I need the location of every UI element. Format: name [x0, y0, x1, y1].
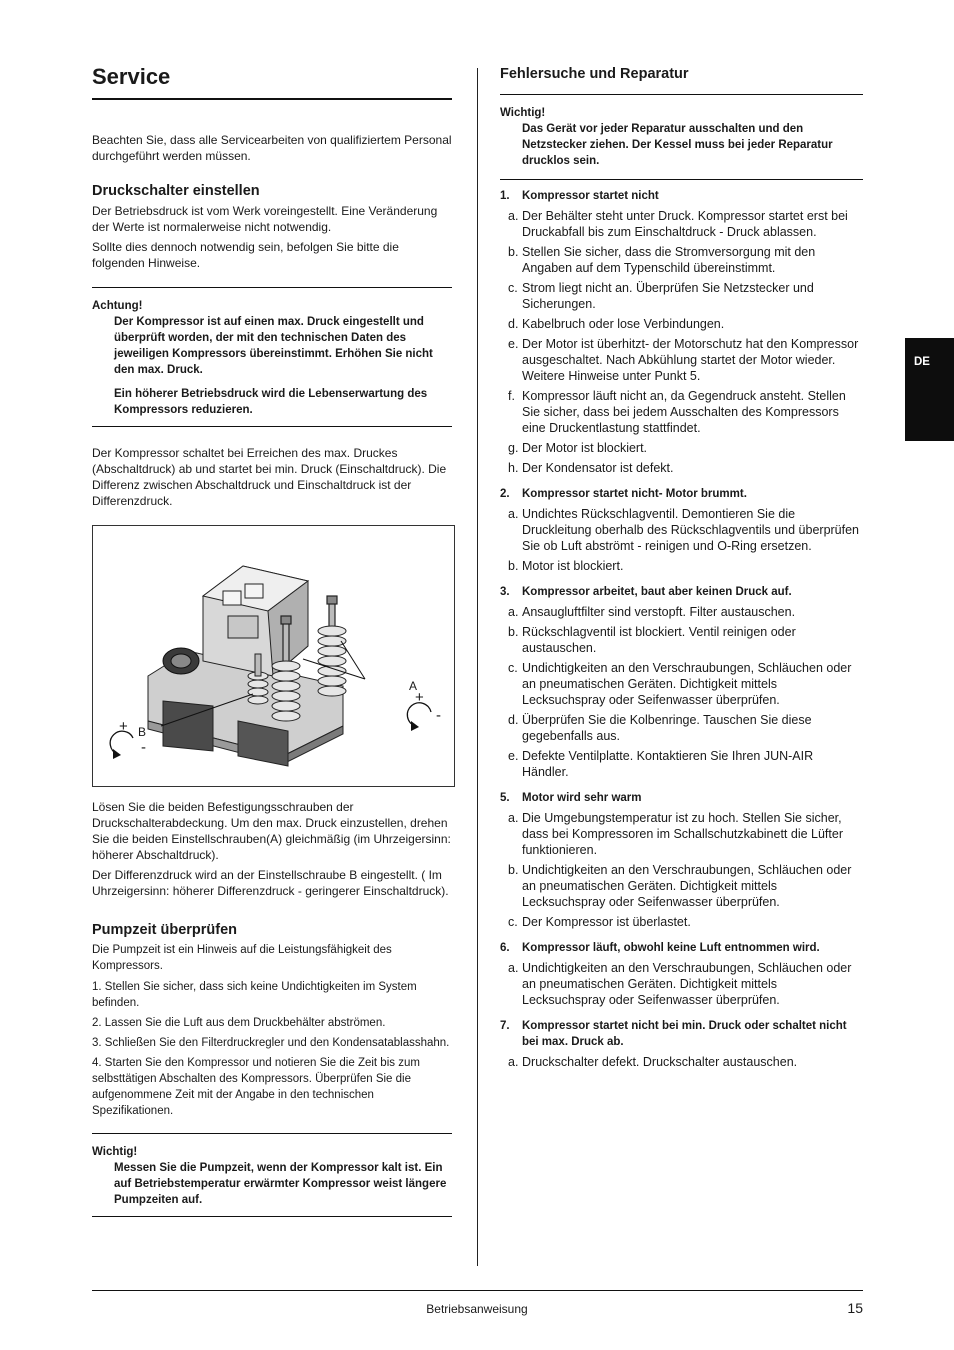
fault-cause-text: Der Motor ist überhitzt- der Motorschutz hat den Kompressor ausgeschaltet. Nach Abkühlung startet der Motor wieder. Weitere Hinweise unter Punkt 5. — [522, 337, 859, 383]
fault-title — [500, 584, 863, 600]
achtung-label: Achtung! — [92, 300, 143, 312]
figure-plus-a: + — [415, 689, 424, 706]
fault-cause-text: Überprüfen Sie die Kolbenringe. Tauschen Sie diese gegebenfalls aus. — [522, 713, 812, 743]
fault-cause-item — [500, 558, 863, 574]
fault-cause-letter: a. — [508, 507, 519, 521]
fault-group — [500, 584, 863, 780]
pump-step-2: 2. Lassen Sie die Luft aus dem Druckbehälter abströmen. — [92, 1017, 386, 1029]
fault-title-text: Kompressor arbeitet, baut aber keinen Druck auf. — [522, 586, 792, 598]
fault-cause-item — [500, 604, 863, 620]
fault-cause-item — [500, 208, 863, 240]
fault-cause-text: Rückschlagventil ist blockiert. Ventil reinigen oder austauschen. — [522, 625, 796, 655]
figure-label-b: B — [138, 725, 147, 739]
wichtig-label-left: Wichtig! — [92, 1146, 138, 1158]
fault-cause-text: Motor ist blockiert. — [522, 559, 624, 573]
wichtig-text-left: Messen Sie die Pumpzeit, wenn der Kompressor kalt ist. Ein auf Betriebstemperatur erwärmter Kompressor weist längere Pumpzeiten auf. — [114, 1162, 447, 1206]
fault-cause-item — [500, 748, 863, 780]
figure-minus-a: - — [436, 707, 441, 724]
fault-cause-text: Der Behälter steht unter Druck. Kompressor startet erst bei Druckabfall bis zum Einschaltdruck - Druck ablassen. — [522, 209, 848, 239]
right-column — [500, 62, 863, 1080]
fault-cause-letter: e. — [508, 749, 519, 763]
pressure-switch-figure — [92, 525, 455, 787]
fault-title-text: Kompressor startet nicht- Motor brummt. — [522, 488, 747, 500]
achtung-content — [92, 314, 452, 418]
differenzdruck-paragraph: Der Kompressor schaltet bei Erreichen des max. Druckes (Abschaltdruck) ab und startet bei min. Druck (Einschaltdruck). Die Differenz zwischen Abschaltdruck und Einschaltdruck ist der Differenzdruck. — [92, 446, 447, 508]
fault-cause-text: Undichtigkeiten an den Verschraubungen, Schläuchen oder an pneumatischen Geräten. Dichtigkeit mittels Lecksuchspray oder Seifenwasser überprüfen. — [522, 661, 852, 707]
column-divider — [477, 68, 478, 1266]
wichtig-label-right: Wichtig! — [500, 107, 546, 119]
fault-cause-item — [500, 960, 863, 1008]
wichtig-box-left — [92, 1133, 452, 1217]
fault-cause-letter: b. — [508, 625, 519, 639]
fault-group — [500, 188, 863, 476]
page-number: 15 — [847, 1300, 863, 1316]
fault-cause-text: Der Kompressor ist überlastet. — [522, 915, 691, 929]
section-heading-pumpzeit: Pumpzeit überprüfen — [92, 922, 238, 938]
language-tab-label: DE — [914, 356, 930, 368]
fault-cause-item — [500, 712, 863, 744]
fault-list — [500, 188, 863, 1070]
fault-cause-item — [500, 280, 863, 312]
pump-step-1: 1. Stellen Sie sicher, dass sich keine Undichtigkeiten im System befinden. — [92, 981, 417, 1009]
wichtig-box-right — [500, 95, 863, 180]
fault-cause-text: Der Motor ist blockiert. — [522, 441, 648, 455]
fault-title — [500, 188, 863, 204]
fault-cause-item — [500, 506, 863, 554]
fault-cause-letter: a. — [508, 605, 519, 619]
fault-title-text: Kompressor startet nicht bei min. Druck oder schaltet nicht bei max. Druck ab. — [522, 1020, 847, 1048]
fault-cause-text: Der Kondensator ist defekt. — [522, 461, 674, 475]
footer-divider — [92, 1290, 863, 1291]
fault-cause-letter: a. — [508, 209, 519, 223]
fault-cause-letter: a. — [508, 811, 519, 825]
fault-cause-item — [500, 862, 863, 910]
figure-plus-b: + — [119, 718, 128, 735]
fault-cause-text: Undichtigkeiten an den Verschraubungen, Schläuchen oder an pneumatischen Geräten. Dichtigkeit mittels Lecksuchspray oder Seifenwasser überprüfen. — [522, 961, 852, 1007]
fault-group — [500, 486, 863, 574]
fault-group — [500, 1018, 863, 1070]
achtung-text-2: Ein höherer Betriebsdruck wird die Lebenserwartung des Kompressors reduzieren. — [114, 388, 428, 416]
fault-group — [500, 790, 863, 930]
fault-number: 7. — [500, 1020, 510, 1032]
fault-cause-item — [500, 244, 863, 276]
fault-number: 5. — [500, 792, 510, 804]
footer-title: Betriebsanweisung — [426, 1302, 528, 1316]
fault-cause-item — [500, 336, 863, 384]
fault-cause-text: Undichtes Rückschlagventil. Demontieren Sie die Druckleitung oberhalb des Rückschlagventils und überprüfen Sie ob Luft abströmt - reinigen und O-Ring ersetzen. — [522, 507, 860, 553]
fault-title-text: Motor wird sehr warm — [522, 792, 642, 804]
fault-cause-item — [500, 914, 863, 930]
fault-cause-letter: b. — [508, 245, 519, 259]
fault-cause-text: Die Umgebungstemperatur ist zu hoch. Stellen Sie sicher, dass bei Kompressoren im Schallschutzkabinett die Lüfter funktionieren. — [522, 811, 843, 857]
fault-cause-letter: h. — [508, 461, 519, 475]
fault-number: 2. — [500, 488, 510, 500]
druck-paragraph-2: Sollte dies dennoch notwendig sein, befolgen Sie bitte die folgenden Hinweise. — [92, 240, 399, 270]
fault-title — [500, 1018, 863, 1050]
fault-cause-letter: a. — [508, 961, 519, 975]
fault-cause-text: Stellen Sie sicher, dass die Stromversorgung mit den Angaben auf dem Typenschild übereinstimmt. — [522, 245, 816, 275]
achtung-box — [92, 287, 452, 427]
fault-title-text: Kompressor läuft, obwohl keine Luft entnommen wird. — [522, 942, 820, 954]
fault-cause-text: Strom liegt nicht an. Überprüfen Sie Netzstecker und Sicherungen. — [522, 281, 814, 311]
fault-cause-letter: c. — [508, 915, 518, 929]
pump-step-3: 3. Schließen Sie den Filterdruckregler und den Kondensatablasshahn. — [92, 1037, 450, 1049]
fault-cause-letter: f. — [508, 389, 515, 403]
page-title: Service — [92, 62, 452, 100]
figure-label-a: A — [409, 679, 418, 693]
fault-cause-text: Kompressor läuft nicht an, da Gegendruck ansteht. Stellen Sie sicher, dass bei jedem Ausschalten des Kompressors eine Druckentlastung stattfindet. — [522, 389, 846, 435]
pump-step-4: 4. Starten Sie den Kompressor und notieren Sie die Zeit bis zum selbsttätigen Abschalten des Kompressors. Überprüfen Sie die aufgenommene Zeit mit der Angabe in den technischen Spezifikationen. — [92, 1057, 420, 1117]
pressure-switch-illustration — [93, 526, 454, 786]
fault-cause-item — [500, 660, 863, 708]
fault-title — [500, 486, 863, 502]
fault-cause-text: Defekte Ventilplatte. Kontaktieren Sie Ihren JUN-AIR Händler. — [522, 749, 814, 779]
fault-cause-letter: d. — [508, 317, 519, 331]
fault-cause-letter: e. — [508, 337, 519, 351]
fault-cause-letter: a. — [508, 1055, 519, 1069]
wichtig-text-right: Das Gerät vor jeder Reparatur ausschalten und den Netzstecker ziehen. Der Kessel muss bei jeder Reparatur drucklos sein. — [522, 123, 833, 167]
fault-cause-text: Kabelbruch oder lose Verbindungen. — [522, 317, 725, 331]
fault-number: 3. — [500, 586, 510, 598]
section-heading-druckschalter: Druckschalter einstellen — [92, 183, 260, 199]
wichtig-content-left — [92, 1160, 452, 1208]
section-heading-fehlersuche: Fehlersuche und Reparatur — [500, 62, 863, 95]
fault-cause-text: Undichtigkeiten an den Verschraubungen, Schläuchen oder an pneumatischen Geräten. Dichtigkeit mittels Lecksuchspray oder Seifenwasser überprüfen. — [522, 863, 852, 909]
fault-group — [500, 940, 863, 1008]
figure-minus-b: - — [141, 739, 146, 756]
fault-cause-item — [500, 1054, 863, 1070]
fault-title — [500, 940, 863, 956]
fault-cause-letter: c. — [508, 281, 518, 295]
fault-title-text: Kompressor startet nicht — [522, 190, 659, 202]
fault-number: 1. — [500, 190, 510, 202]
fault-cause-letter: d. — [508, 713, 519, 727]
adjust-paragraph-1: Lösen Sie die beiden Befestigungsschrauben der Druckschalterabdeckung. Um den max. Druck einzustellen, drehen Sie die beiden Einstellschrauben(A) gleichmäßig (im Uhrzeigersinn: höherer Abschaltdruck). — [92, 800, 451, 862]
left-column — [92, 62, 452, 1217]
fault-cause-item — [500, 810, 863, 858]
fault-cause-item — [500, 440, 863, 456]
fault-cause-item — [500, 624, 863, 656]
achtung-text-1: Der Kompressor ist auf einen max. Druck eingestellt und überprüft worden, der mit den technischen Daten des jeweiligen Kompressors übereinstimmt. Erhöhen Sie nicht den max. Druck. — [114, 316, 433, 376]
fault-number: 6. — [500, 942, 510, 954]
pump-intro: Die Pumpzeit ist ein Hinweis auf die Leistungsfähigkeit des Kompressors. — [92, 944, 392, 972]
adjust-paragraph-2: Der Differenzdruck wird an der Einstellschraube B eingestellt. ( Im Uhrzeigersinn: höherer Differenzdruck - geringerer Einschaltdruck). — [92, 868, 449, 898]
fault-cause-letter: g. — [508, 441, 519, 455]
fault-cause-letter: b. — [508, 559, 519, 573]
language-tab — [905, 338, 954, 441]
intro-text: Beachten Sie, dass alle Servicearbeiten von qualifiziertem Personal durchgeführt werden müssen. — [92, 133, 452, 163]
fault-title — [500, 790, 863, 806]
fault-cause-letter: b. — [508, 863, 519, 877]
fault-cause-text: Druckschalter defekt. Druckschalter austauschen. — [522, 1055, 798, 1069]
fault-cause-item — [500, 460, 863, 476]
fault-cause-item — [500, 388, 863, 436]
druck-paragraph-1: Der Betriebsdruck ist vom Werk voreingestellt. Eine Veränderung der Werte ist normalerweise nicht notwendig. — [92, 204, 438, 234]
fault-cause-letter: c. — [508, 661, 518, 675]
wichtig-content-right — [500, 121, 863, 169]
fault-cause-item — [500, 316, 863, 332]
fault-cause-text: Ansaugluftfilter sind verstopft. Filter austauschen. — [522, 605, 796, 619]
